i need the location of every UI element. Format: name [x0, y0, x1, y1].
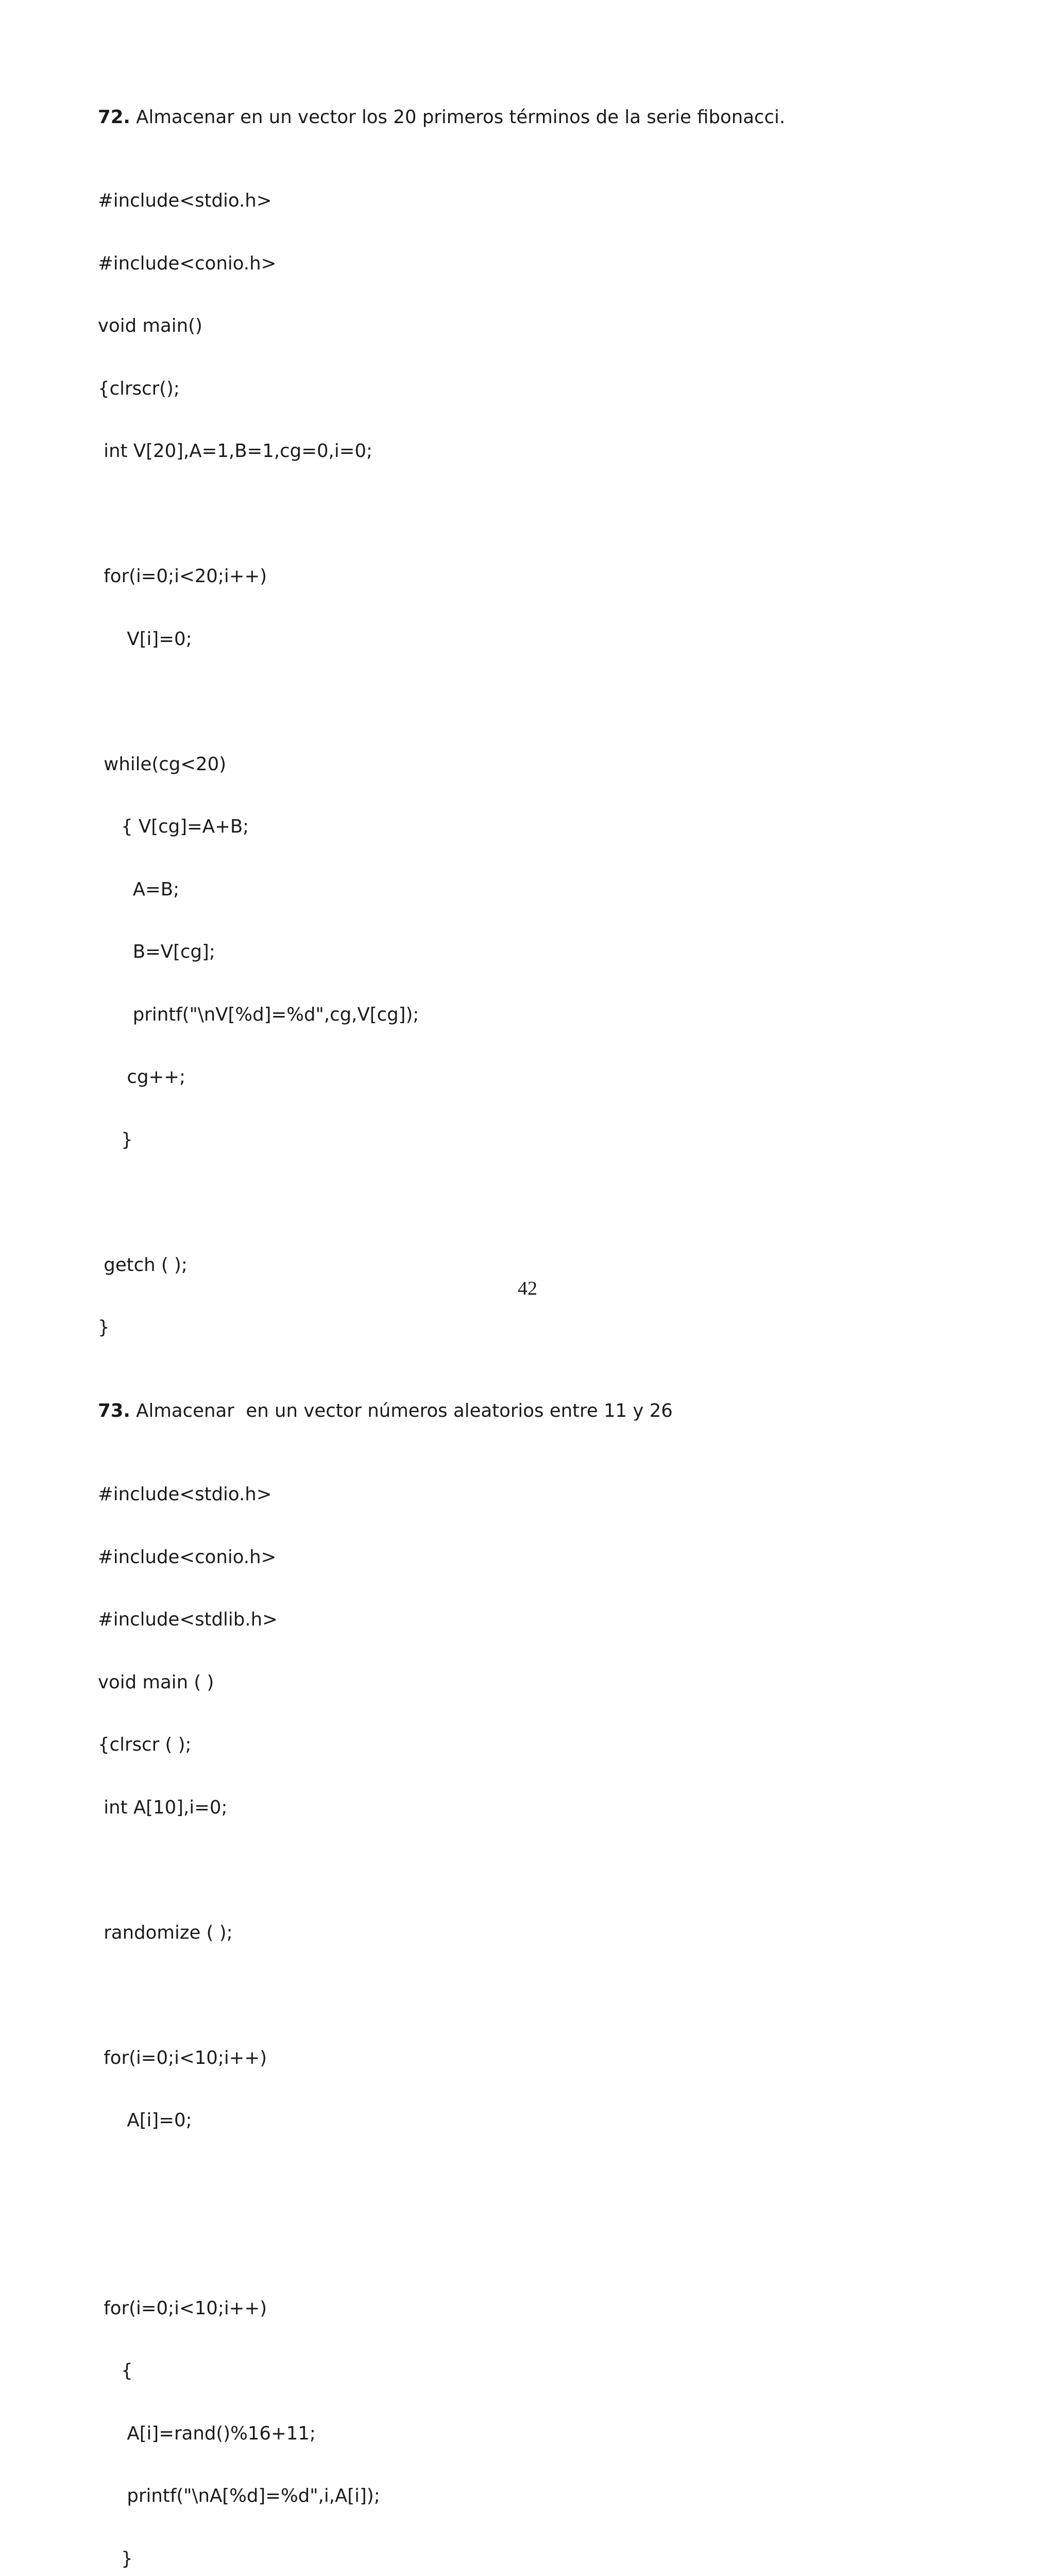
code-line: int V[20],A=1,B=1,cg=0,i=0;	[98, 440, 372, 462]
code-line: for(i=0;i<10;i++)	[98, 2047, 267, 2069]
page-number: 42	[518, 1278, 537, 1299]
code-line: #include<stdio.h>	[98, 190, 272, 211]
code-line: {clrscr();	[98, 378, 180, 399]
code-line: for(i=0;i<20;i++)	[98, 566, 267, 587]
code-line: A=B;	[98, 878, 180, 900]
code-line: #include<stdio.h>	[98, 1484, 272, 1505]
code-line: A[i]=rand()%16+11;	[98, 2422, 316, 2444]
code-line: printf("\nV[%d]=%d",cg,V[cg]);	[98, 1004, 419, 1025]
code-line: {	[98, 2360, 133, 2381]
exercise-72-title: Almacenar en un vector los 20 primeros términos de la serie fibonacci.	[130, 107, 786, 128]
code-line: void main ( )	[98, 1671, 214, 1693]
code-line: #include<stdlib.h>	[98, 1609, 278, 1630]
code-line: void main()	[98, 315, 202, 336]
exercise-73	[98, 1401, 974, 2576]
code-line	[98, 1985, 974, 2006]
code-line: cg++;	[98, 1066, 185, 1088]
exercise-73-code-block	[98, 1443, 974, 2576]
code-line: printf("\nA[%d]=%d",i,A[i]);	[98, 2485, 380, 2506]
code-line: A[i]=0;	[98, 2110, 192, 2131]
code-line: { V[cg]=A+B;	[98, 816, 249, 837]
code-line	[98, 2235, 974, 2257]
exercise-73-number: 73.	[98, 1400, 130, 1421]
code-line: B=V[cg];	[98, 941, 215, 962]
code-line	[98, 1192, 974, 1213]
exercise-72	[98, 107, 974, 1380]
code-line: }	[98, 2548, 133, 2569]
exercise-73-heading	[98, 1401, 974, 1422]
code-line: randomize ( );	[98, 1922, 233, 1943]
exercise-73-title: Almacenar en un vector números aleatorios entre 11 y 26	[130, 1400, 673, 1421]
code-line	[98, 2173, 974, 2194]
code-line: #include<conio.h>	[98, 252, 277, 274]
code-line: for(i=0;i<10;i++)	[98, 2297, 267, 2319]
exercise-72-code-block	[98, 149, 974, 1380]
exercise-72-heading	[98, 107, 974, 128]
code-line: }	[98, 1317, 110, 1338]
code-line: #include<conio.h>	[98, 1546, 277, 1568]
code-line	[98, 691, 974, 713]
code-line: int A[10],i=0;	[98, 1797, 228, 1818]
code-line	[98, 1860, 974, 1881]
exercise-72-number: 72.	[98, 107, 130, 128]
page-content	[98, 107, 974, 2576]
code-line	[98, 504, 974, 525]
code-line: V[i]=0;	[98, 628, 192, 650]
code-line: getch ( );	[98, 1254, 188, 1276]
code-line: }	[98, 1129, 133, 1150]
code-line: while(cg<20)	[98, 753, 227, 775]
code-line: {clrscr ( );	[98, 1734, 192, 1755]
